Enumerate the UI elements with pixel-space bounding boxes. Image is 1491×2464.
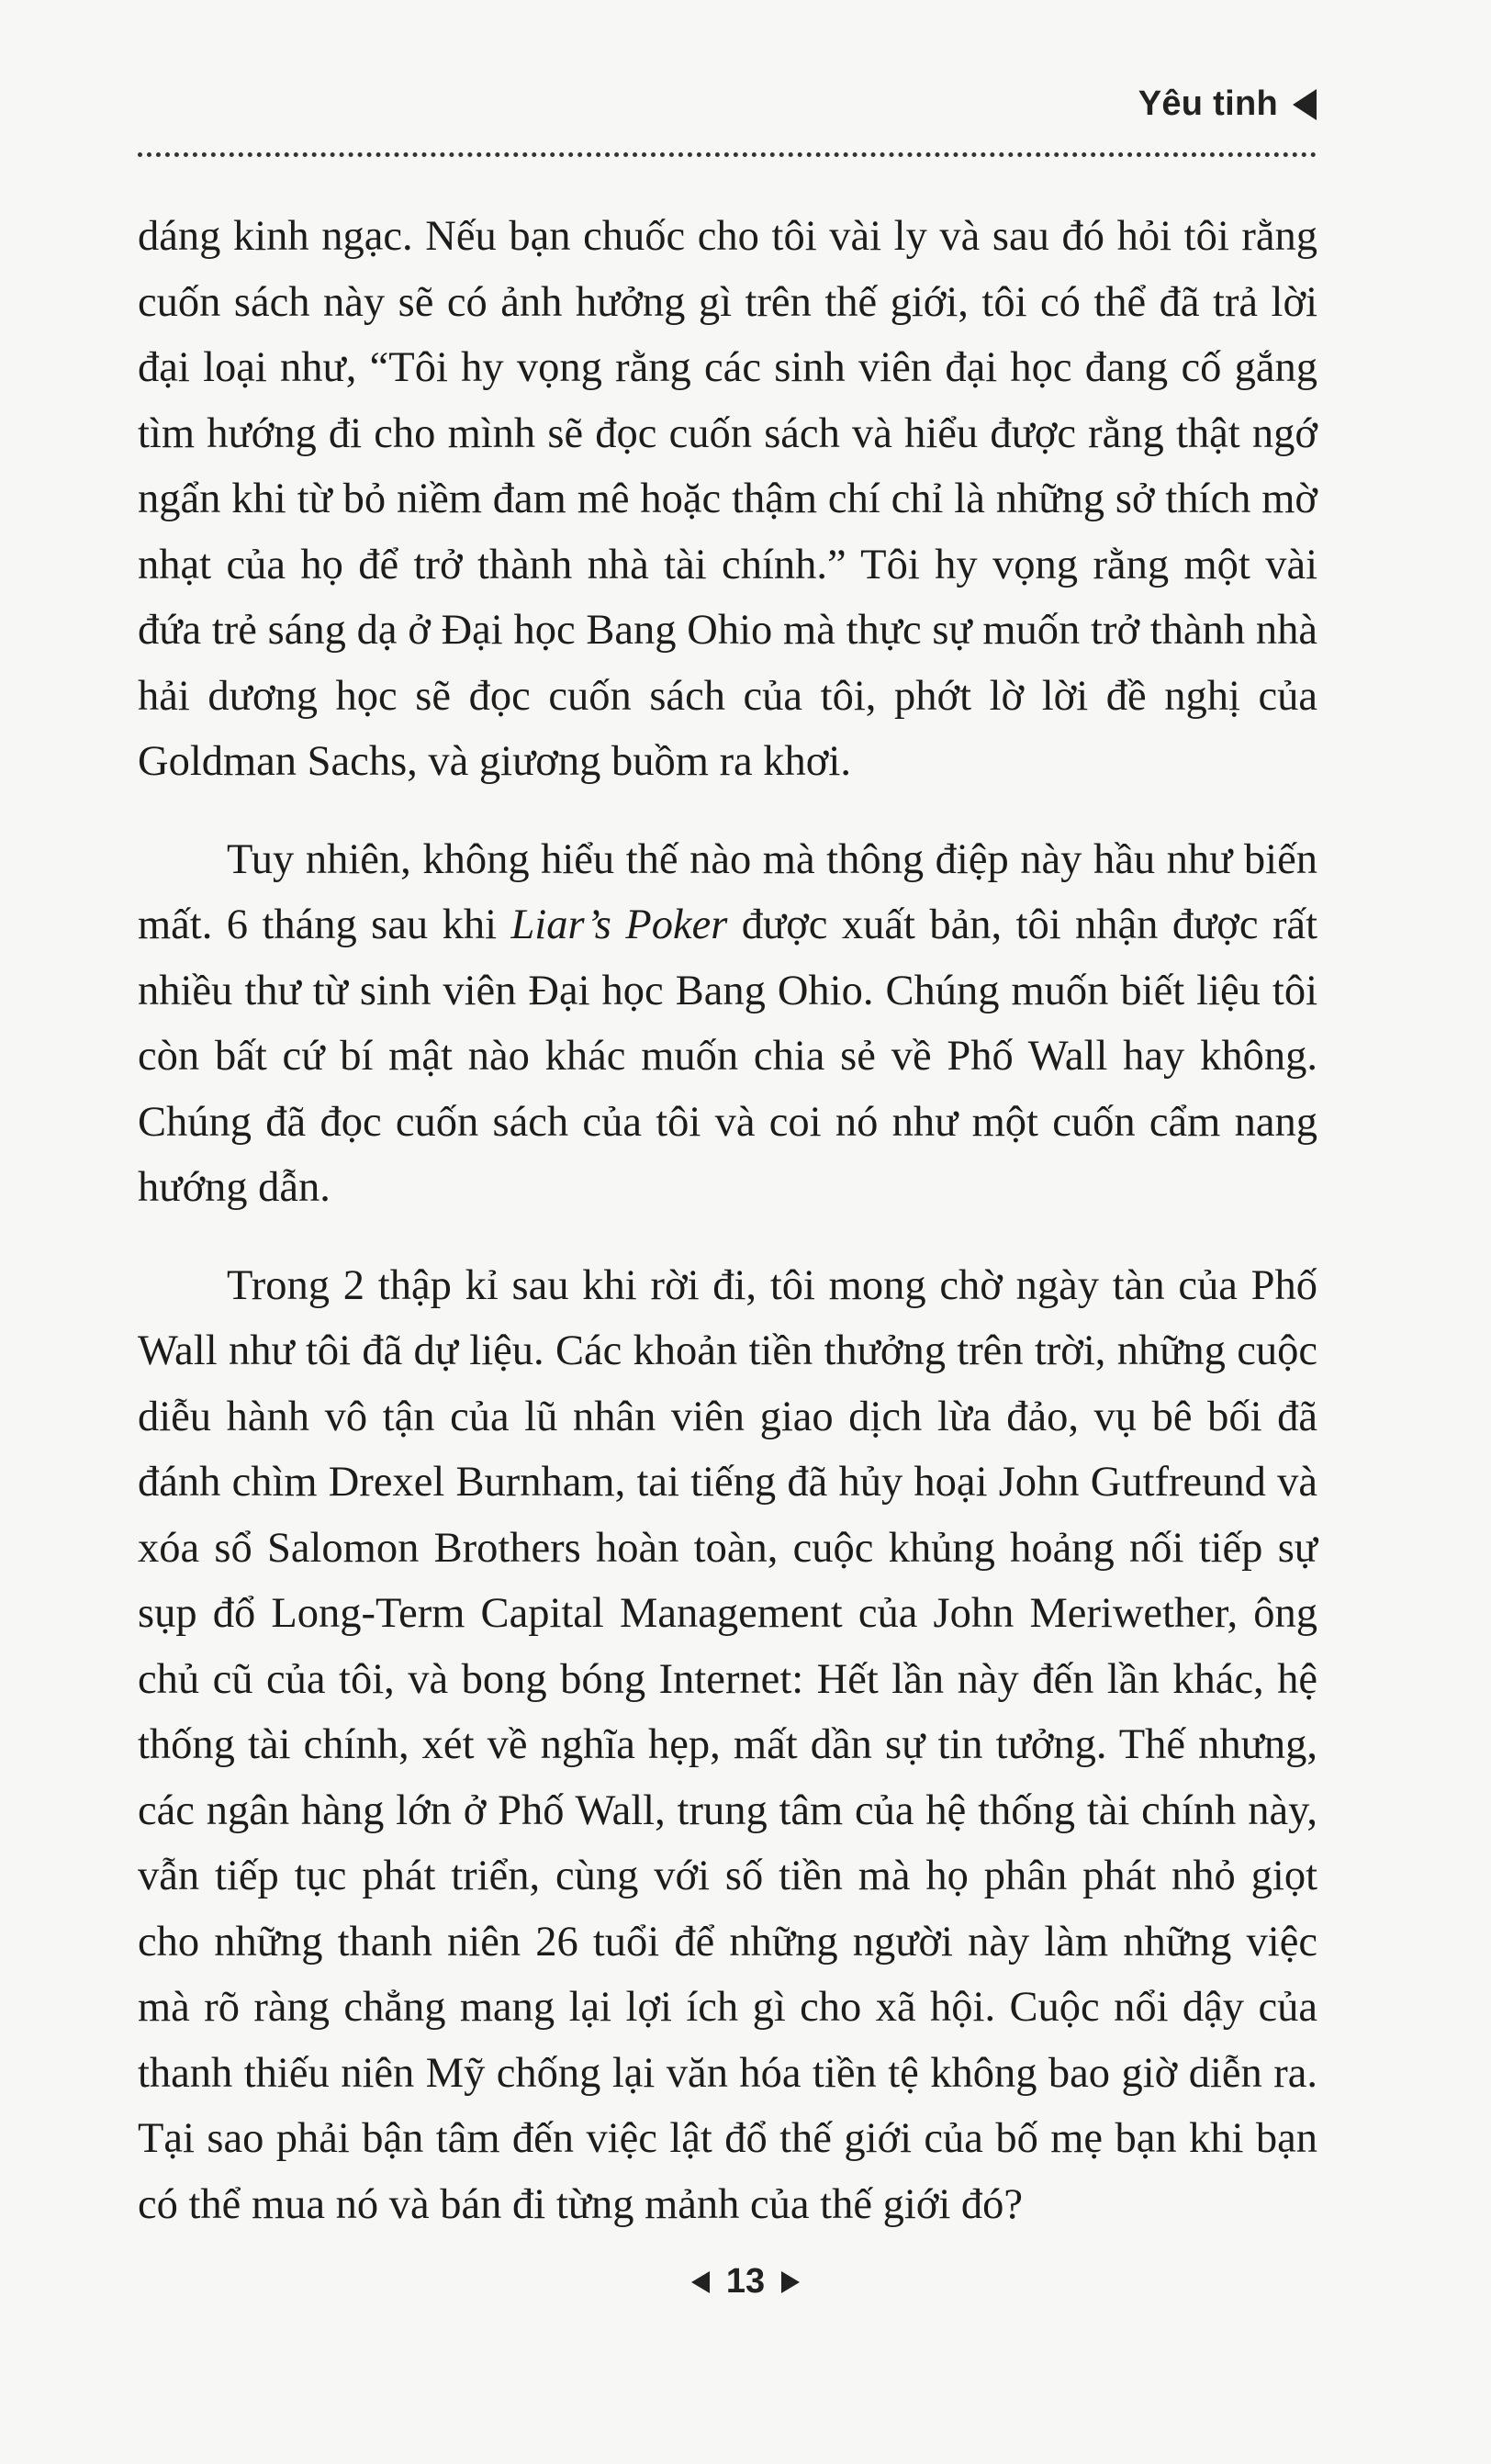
paragraph-2 [138, 827, 1317, 1221]
left-triangle-icon [691, 2271, 710, 2293]
page-number: 13 [725, 2262, 766, 2301]
dotted-divider [138, 152, 1317, 157]
paragraph-2-text-after: được xuất bản, tôi nhận được rất nhiều thư từ sinh viên Đại học Bang Ohio. Chúng muốn biết liệu tôi còn bất cứ bí mật nào khác muốn chia sẻ về Phố Wall hay không. Chúng đã đọc cuốn sách của tôi và coi nó như một cuốn cẩm nang hướng dẫn. [138, 902, 1317, 1211]
book-title-italic: Liar’s Poker [510, 902, 728, 948]
paragraph-3: Trong 2 thập kỉ sau khi rời đi, tôi mong chờ ngày tàn của Phố Wall như tôi đã dự liệu. Các khoản tiền thưởng trên trời, những cuộc diễu hành vô tận của lũ nhân viên giao dịch lừa đảo, vụ bê bối đã đánh chìm Drexel Burnham, tai tiếng đã hủy hoại John Gutfreund và xóa sổ Salomon Brothers hoàn toàn, cuộc khủng hoảng nối tiếp sự sụp đổ Long-Term Capital Management của John Meriwether, ông chủ cũ của tôi, và bong bóng Internet: Hết lần này đến lần khác, hệ thống tài chính, xét về nghĩa hẹp, mất dần sự tin tưởng. Thế nhưng, các ngân hàng lớn ở Phố Wall, trung tâm của hệ thống tài chính này, vẫn tiếp tục phát triển, cùng với số tiền mà họ phân phát nhỏ giọt cho những thanh niên 26 tuổi để những người này làm những việc mà rõ ràng chẳng mang lại lợi ích gì cho xã hội. Cuộc nổi dậy của thanh thiếu niên Mỹ chống lại văn hóa tiền tệ không bao giờ diễn ra. Tại sao phải bận tâm đến việc lật đổ thế giới của bố mẹ bạn khi bạn có thể mua nó và bán đi từng mảnh của thế giới đó? [138, 1261, 1317, 2228]
chapter-title: Yêu tinh [1138, 84, 1278, 123]
left-arrow-icon [1293, 89, 1317, 120]
running-header [1138, 84, 1317, 124]
page-footer [0, 2262, 1491, 2302]
right-triangle-icon [781, 2271, 800, 2293]
paragraph-1: dáng kinh ngạc. Nếu bạn chuốc cho tôi vài ly và sau đó hỏi tôi rằng cuốn sách này sẽ có ảnh hưởng gì trên thế giới, tôi có thể đã trả lời đại loại như, “Tôi hy vọng rằng các sinh viên đại học đang cố gắng tìm hướng đi cho mình sẽ đọc cuốn sách và hiểu được rằng thật ngớ ngẩn khi từ bỏ niềm đam mê hoặc thậm chí chỉ là những sở thích mờ nhạt của họ để trở thành nhà tài chính.” Tôi hy vọng rằng một vài đứa trẻ sáng dạ ở Đại học Bang Ohio mà thực sự muốn trở thành nhà hải dương học sẽ đọc cuốn sách của tôi, phớt lờ lời đề nghị của Goldman Sachs, và giương buồm ra khơi. [138, 213, 1317, 785]
body-text [138, 204, 1317, 2269]
paragraph-2-text-before: Tuy nhiên, không hiểu thế nào mà thông điệp này hầu như biến mất. 6 tháng sau khi [138, 835, 1317, 948]
